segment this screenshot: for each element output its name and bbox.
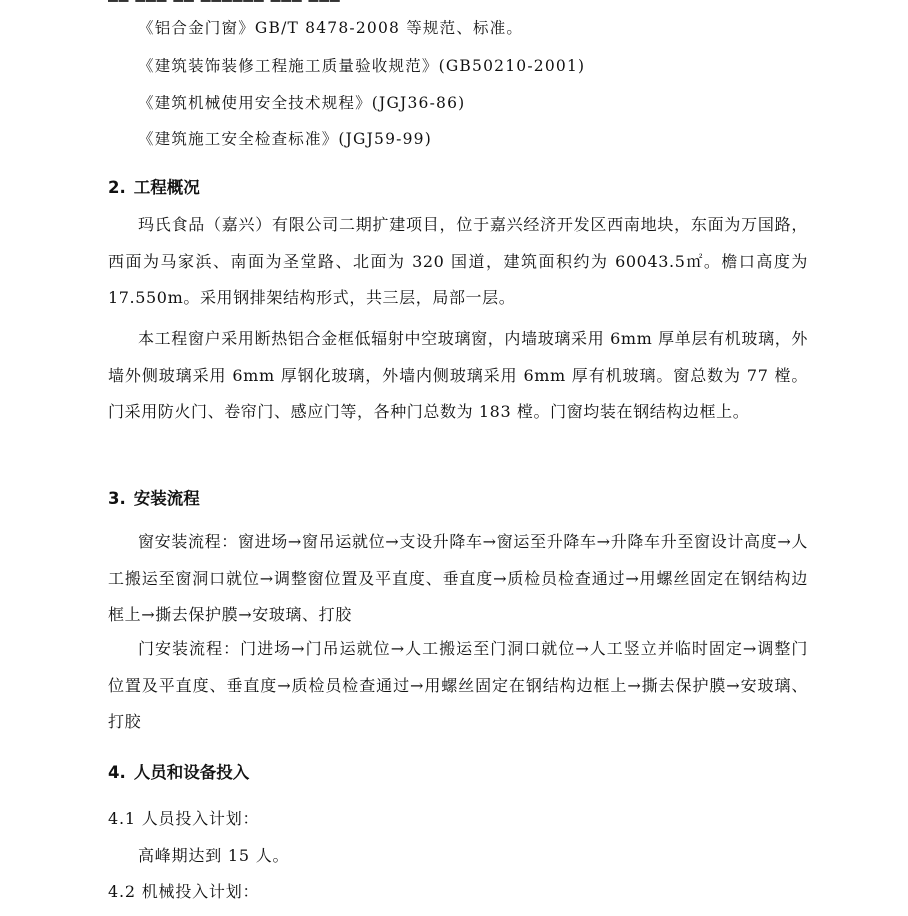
reference-item: 《铝合金门窗》GB/T 8478-2008 等规范、标准。 <box>138 19 524 37</box>
reference-item: 《建筑机械使用安全技术规程》(JGJ36-86) <box>138 94 466 112</box>
subsection-label: 4.2 机械投入计划： <box>108 882 260 901</box>
paragraph: 窗安装流程：窗进场→窗吊运就位→支设升降车→窗运至升降车→升降车升至窗设计高度→人工搬运至窗洞口就位→调整窗位置及平直度、垂直度→质检员检查通过→用螺丝固定在钢结构边框上→撕去保护膜→安玻璃、打胶 <box>108 532 808 624</box>
paragraph: 门安装流程：门进场→门吊运就位→人工搬运至门洞口就位→人工竖立并临时固定→调整门位置及平直度、垂直度→质检员检查通过→用螺丝固定在钢结构边框上→撕去保护膜→安玻璃、打胶 <box>108 639 808 731</box>
section-number: 2. <box>108 178 126 197</box>
subsection-body: 高峰期达到 15 人。 <box>138 846 290 865</box>
section-heading <box>108 174 200 198</box>
subsection-label: 4.1 人员投入计划： <box>108 809 260 828</box>
section-number: 4. <box>108 763 126 782</box>
section-title: 安装流程 <box>133 489 200 508</box>
paragraph: 玛氏食品（嘉兴）有限公司二期扩建项目，位于嘉兴经济开发区西南地块，东面为万国路，西面为马家浜、南面为圣堂路、北面为 320 国道，建筑面积约为 60043.5㎡。檐口高度为 17.550m。采用钢排架结构形式，共三层，局部一层。 <box>108 215 808 307</box>
cropped-previous-line <box>108 0 468 3</box>
reference-item: 《建筑施工安全检查标准》(JGJ59-99) <box>138 130 432 148</box>
section-heading <box>108 485 200 509</box>
reference-item: 《建筑装饰装修工程施工质量验收规范》(GB50210-2001) <box>138 57 586 75</box>
paragraph: 本工程窗户采用断热铝合金框低辐射中空玻璃窗，内墙玻璃采用 6mm 厚单层有机玻璃，外墙外侧玻璃采用 6mm 厚钢化玻璃，外墙内侧玻璃采用 6mm 厚有机玻璃。窗总数为 77 樘。门采用防火门、卷帘门、感应门等，各种门总数为 183 樘。门窗均装在钢结构边框上。 <box>108 329 808 421</box>
section-title: 工程概况 <box>133 178 200 197</box>
section-title: 人员和设备投入 <box>133 763 250 782</box>
section-number: 3. <box>108 489 126 508</box>
section-heading <box>108 759 249 783</box>
